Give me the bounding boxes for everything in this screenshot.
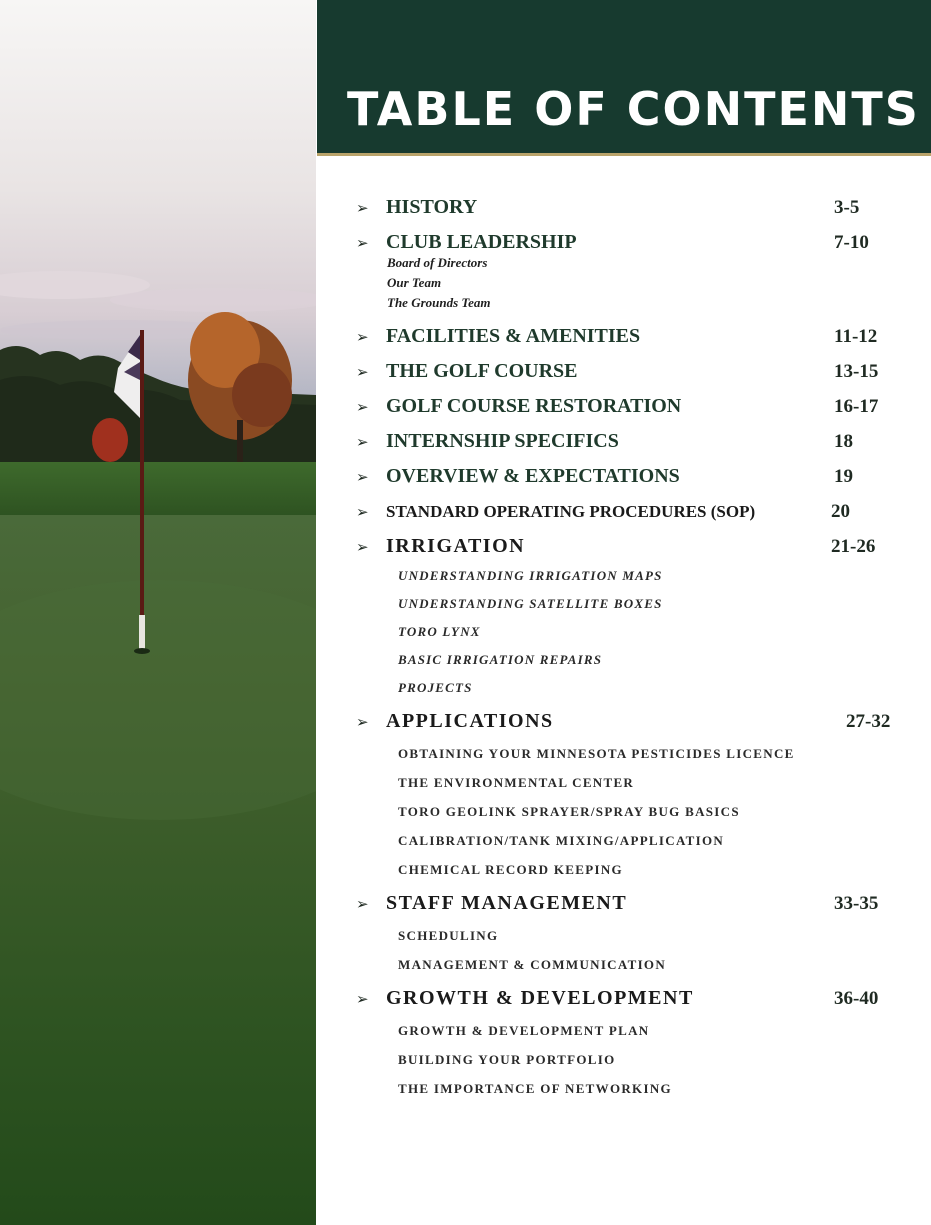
- toc-subitems: [356, 921, 916, 979]
- arrow-bullet-icon: ➢: [356, 989, 369, 1008]
- arrow-bullet-icon: ➢: [356, 397, 369, 416]
- header-band: [317, 0, 931, 156]
- toc-subitem[interactable]: MANAGEMENT & COMMUNICATION: [398, 957, 667, 972]
- toc-subitem[interactable]: PROJECTS: [398, 680, 473, 695]
- toc-entry-pages: 7-10: [834, 231, 869, 253]
- toc-subitem[interactable]: CHEMICAL RECORD KEEPING: [398, 862, 623, 877]
- arrow-bullet-icon: ➢: [356, 198, 369, 217]
- toc-subitem[interactable]: UNDERSTANDING SATELLITE BOXES: [398, 596, 663, 611]
- toc-entry-title[interactable]: STAFF MANAGEMENT: [386, 892, 628, 914]
- toc-entry-pages: 33-35: [834, 892, 879, 914]
- toc-entry-applications: [356, 704, 916, 884]
- toc-entry-pages: 20: [831, 500, 850, 522]
- arrow-bullet-icon: ➢: [356, 537, 369, 556]
- toc-entry-pages: 3-5: [834, 196, 860, 218]
- toc-entry-pages: 13-15: [834, 360, 879, 382]
- golf-green-flag-photo-icon: [0, 0, 316, 1225]
- toc-entry-title[interactable]: OVERVIEW & EXPECTATIONS: [386, 465, 680, 487]
- toc-entry-pages: 19: [834, 465, 853, 487]
- arrow-bullet-icon: ➢: [356, 233, 369, 252]
- toc-subitem[interactable]: CALIBRATION/TANK MIXING/APPLICATION: [398, 833, 725, 848]
- toc-entry-irrigation: [356, 529, 916, 702]
- toc-entry-restoration: [356, 389, 916, 424]
- arrow-bullet-icon: ➢: [356, 327, 369, 346]
- arrow-bullet-icon: ➢: [356, 467, 369, 486]
- toc-entry-title[interactable]: STANDARD OPERATING PROCEDURES (SOP): [386, 501, 756, 521]
- toc-entry-overview: [356, 459, 916, 494]
- toc-subitems: [356, 739, 916, 884]
- toc-entry-club-leadership: [356, 225, 916, 313]
- toc-entry-title[interactable]: FACILITIES & AMENITIES: [386, 325, 641, 347]
- toc-subitem[interactable]: THE ENVIRONMENTAL CENTER: [398, 775, 635, 790]
- toc-subitem[interactable]: UNDERSTANDING IRRIGATION MAPS: [398, 568, 663, 583]
- toc-subitem[interactable]: OBTAINING YOUR MINNESOTA PESTICIDES LICENCE: [398, 746, 795, 761]
- toc-entry-growth-development: [356, 981, 916, 1103]
- toc-subitem[interactable]: BASIC IRRIGATION REPAIRS: [398, 652, 603, 667]
- toc-entry-pages: 36-40: [834, 987, 879, 1009]
- toc-entry-staff-management: [356, 886, 916, 979]
- toc-subitems: [356, 562, 916, 702]
- toc-entry-facilities: [356, 319, 916, 354]
- toc-subitem[interactable]: TORO GEOLINK SPRAYER/SPRAY BUG BASICS: [398, 804, 740, 819]
- toc-entry-title[interactable]: INTERNSHIP SPECIFICS: [386, 430, 619, 452]
- arrow-bullet-icon: ➢: [356, 362, 369, 381]
- toc-entry-pages: 21-26: [831, 535, 876, 557]
- arrow-bullet-icon: ➢: [356, 502, 369, 521]
- toc-subitem[interactable]: BUILDING YOUR PORTFOLIO: [398, 1052, 616, 1067]
- toc-entry-title[interactable]: HISTORY: [386, 196, 478, 218]
- golf-course-photo: [0, 0, 316, 1225]
- toc-entry-title[interactable]: IRRIGATION: [386, 535, 526, 557]
- toc-subitem[interactable]: Board of Directors: [387, 255, 488, 270]
- toc-entry-title[interactable]: APPLICATIONS: [386, 710, 554, 732]
- toc-entry-title[interactable]: THE GOLF COURSE: [386, 360, 578, 382]
- toc-entry-internship: [356, 424, 916, 459]
- toc-subitem[interactable]: Our Team: [387, 275, 442, 290]
- arrow-bullet-icon: ➢: [356, 432, 369, 451]
- toc-subitem[interactable]: SCHEDULING: [398, 928, 499, 943]
- toc-entry-pages: 11-12: [834, 325, 878, 347]
- toc-entry-history: [356, 190, 916, 225]
- toc-subitem[interactable]: The Grounds Team: [387, 295, 491, 310]
- table-of-contents: [356, 190, 916, 1105]
- toc-subitem[interactable]: THE IMPORTANCE OF NETWORKING: [398, 1081, 672, 1096]
- toc-entry-pages: 18: [834, 430, 853, 452]
- toc-entry-title[interactable]: GOLF COURSE RESTORATION: [386, 395, 682, 417]
- toc-entry-sop: [356, 494, 916, 529]
- arrow-bullet-icon: ➢: [356, 712, 369, 731]
- toc-entry-pages: 16-17: [834, 395, 879, 417]
- page-title: TABLE OF CONTENTS: [347, 82, 920, 136]
- toc-subitems: [356, 253, 916, 313]
- arrow-bullet-icon: ➢: [356, 894, 369, 913]
- toc-subitem[interactable]: GROWTH & DEVELOPMENT PLAN: [398, 1023, 650, 1038]
- toc-entry-pages: 27-32: [846, 710, 891, 732]
- toc-entry-golf-course: [356, 354, 916, 389]
- toc-entry-title[interactable]: CLUB LEADERSHIP: [386, 231, 577, 253]
- toc-subitem[interactable]: TORO LYNX: [398, 624, 481, 639]
- toc-entry-title[interactable]: GROWTH & DEVELOPMENT: [386, 987, 694, 1009]
- toc-subitems: [356, 1016, 916, 1103]
